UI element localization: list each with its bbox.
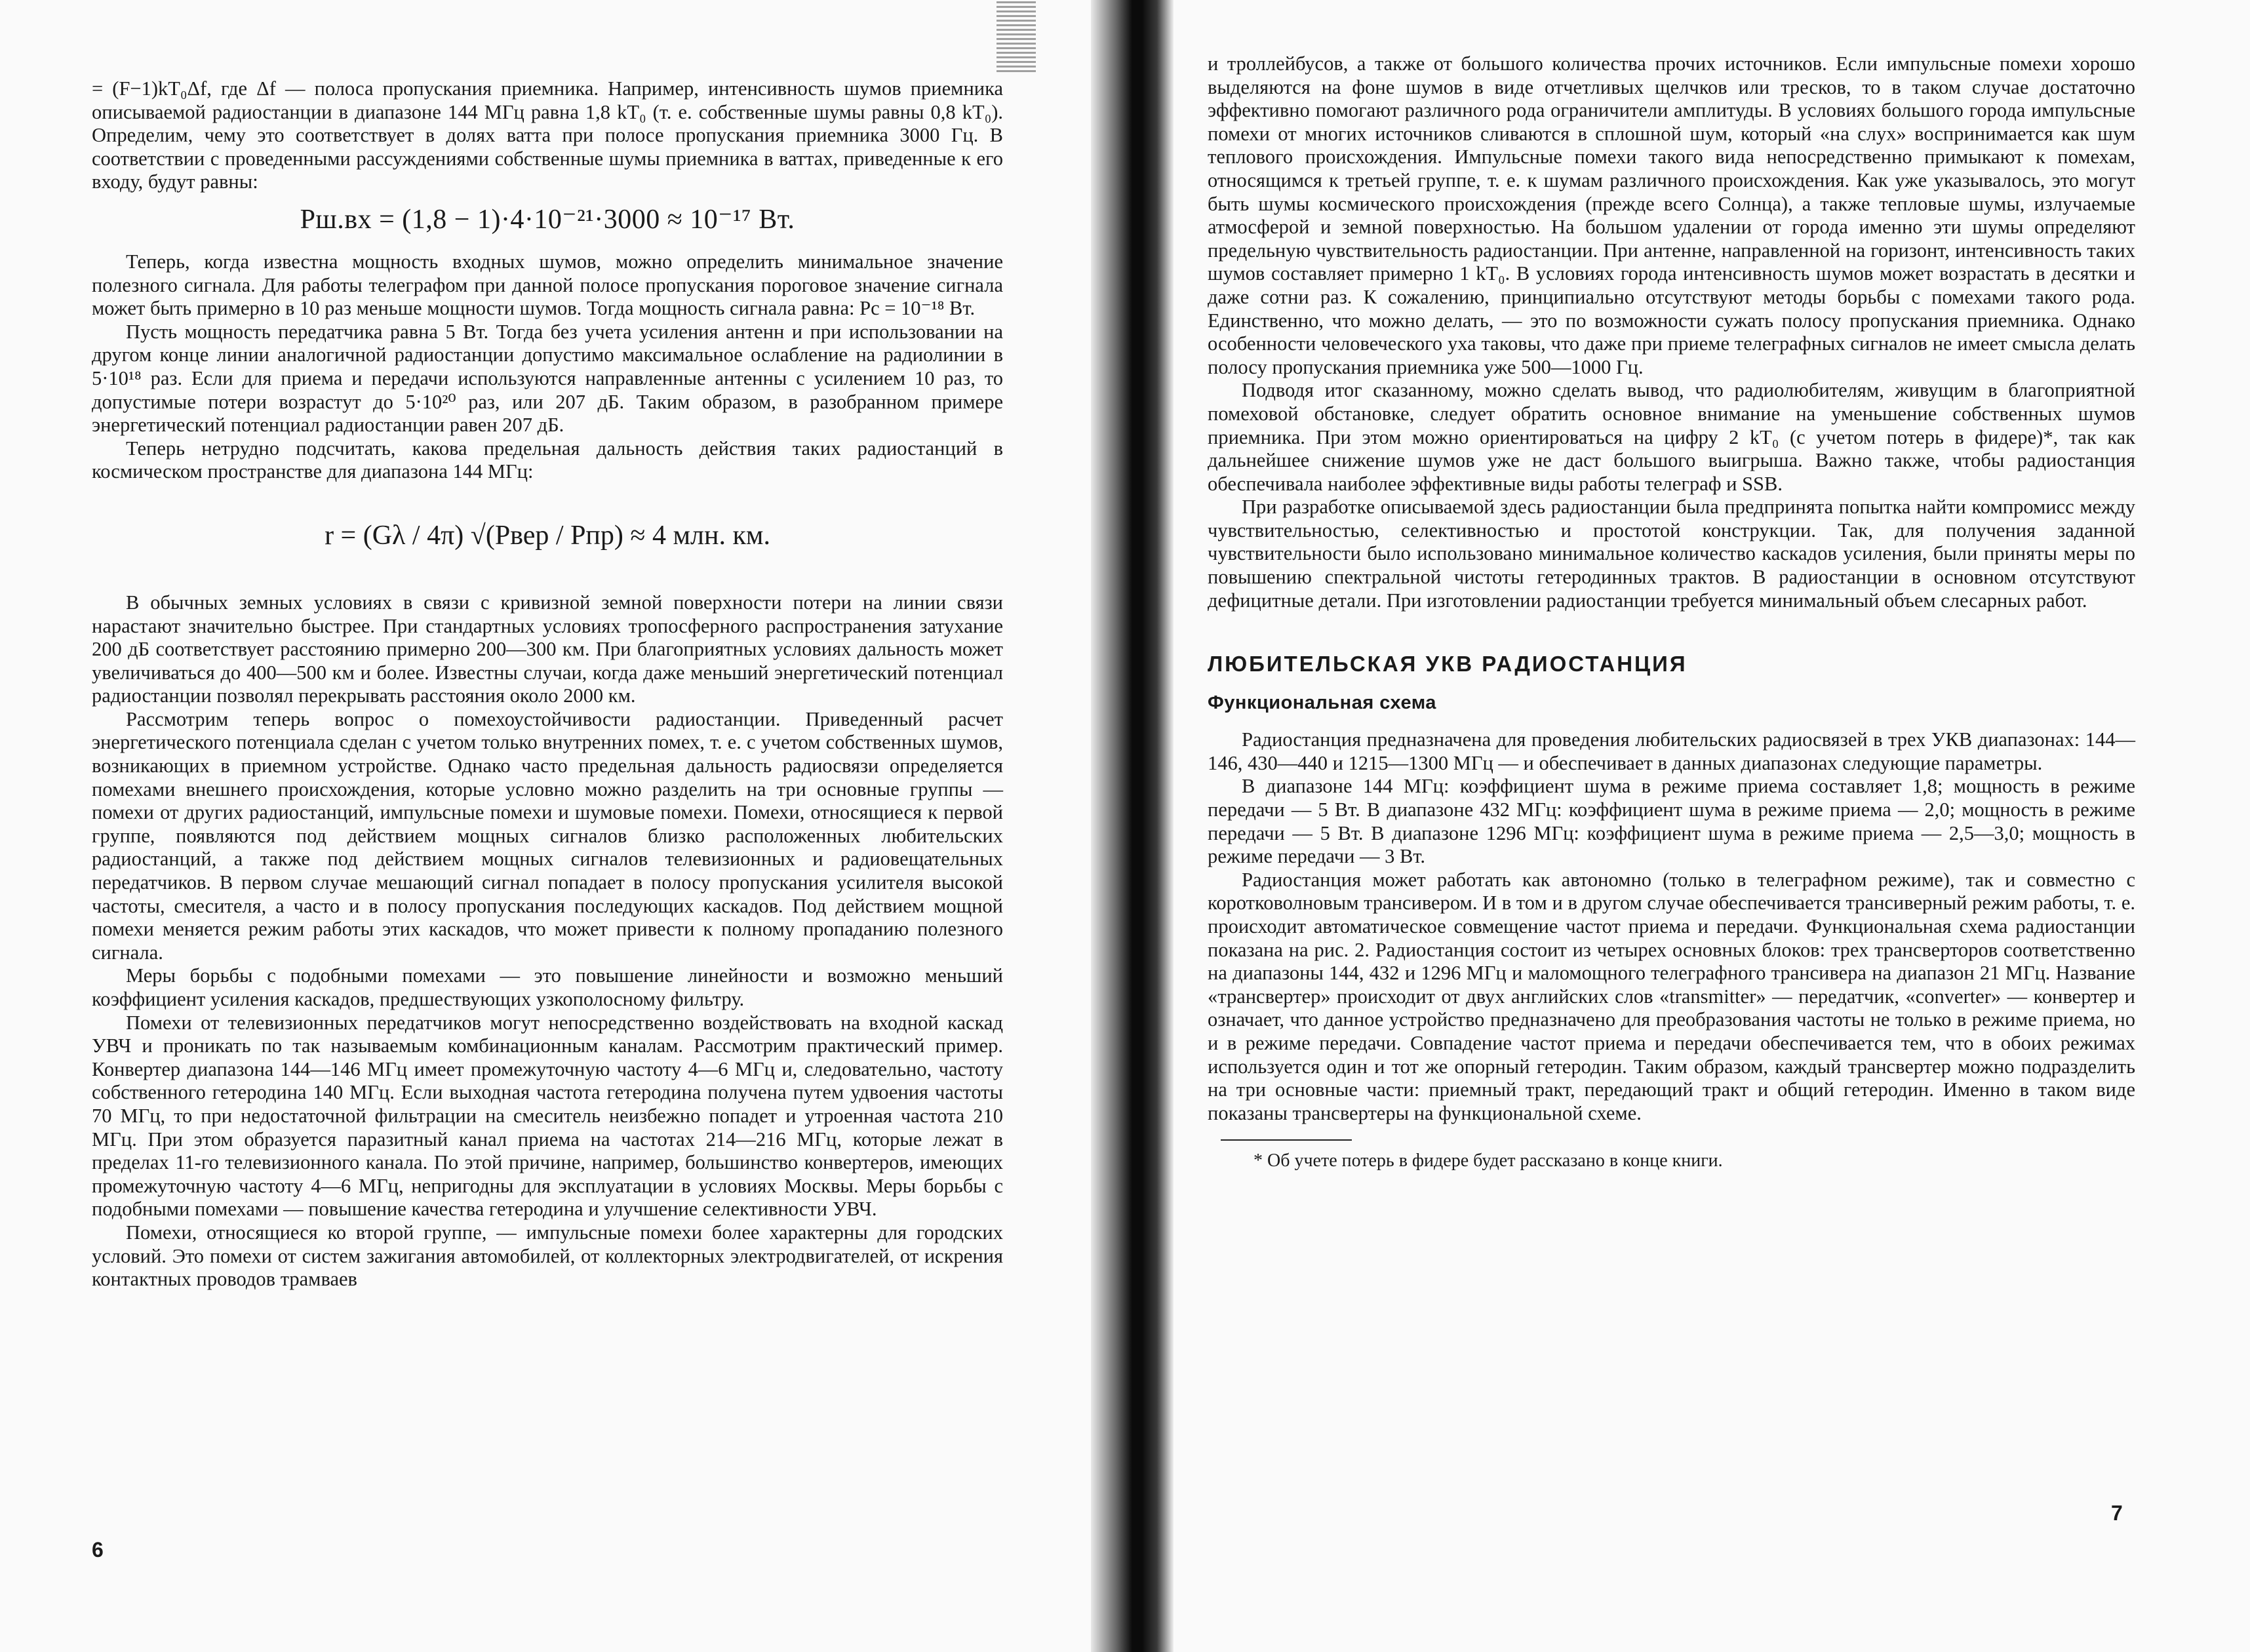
page-number: 6 <box>92 1538 104 1562</box>
book-spine-shadow <box>1091 0 1174 1652</box>
paragraph: Теперь, когда известна мощность входных шумов, можно определить минимальное значение полезного сигнала. Для работы телеграфом при данной полосе пропускания пороговое значение сигнала может быть примерно в 10 раз меньше мощности шумов. Тогда мощность сигнала равна: Pс = 10⁻¹⁸ Вт. <box>92 250 1003 320</box>
paragraph: Радиостанция может работать как автономно (только в телеграфном режиме), так и совместно с коротковолновым трансивером. И в том и в другом случае обеспечивается трансиверный режим работы, т. е. происходит автоматическое совмещение частот приема и передачи. Функциональная схема радиостанции показана на рис. 2. Радиостанция состоит из четырех основных блоков: трех трансверторов соответственно на диапазоны 144, 432 и 1296 МГц и маломощного телеграфного трансивера на диапазон 21 МГц. Название «трансвертер» происходит от двух английских слов «transmitter» — передатчик, «converter» — конвертер и означает, что данное устройство предназначено для преобразования частоты не только в режиме приема, но и в режиме передачи. Совпадение частот приема и передачи обеспечивается тем, что в обоих режимах используется один и тот же опорный гетеродин. Таким образом, каждый трансвертер можно подразделить на три основные части: приемный тракт, передающий тракт и общий гетеродин. Именно в таком виде показаны трансвертеры на функциональной схеме. <box>1208 868 2135 1124</box>
paragraph: При разработке описываемой здесь радиостанции была предпринята попытка найти компромисс между чувствительностью, селективностью и простотой конструкции. Так, для получения заданной чувствительности было использовано минимальное количество каскадов усиления, были приняты меры по повышению спектральной чистоты гетеродинных трактов. В радиостанции в основном отсутствуют дефицитные детали. При изготовлении радиостанции требуется минимальный объем слесарных работ. <box>1208 496 2135 612</box>
right-text-column <box>1208 52 2135 1172</box>
paragraph: Помехи от телевизионных передатчиков могут непосредственно воздействовать на входной каскад УВЧ и проникать по так называемым комбинационным каналам. Рассмотрим практический пример. Конвертер диапазона 144—146 МГц имеет промежуточную частоту 4—6 МГц и, следовательно, частоту собственного гетеродина 140 МГц. Если выходная частота гетеродина получена путем удвоения частоты 70 МГц, то при недостаточной фильтрации на смеситель неизбежно попадет и утроенная частота 210 МГц. При этом образуется паразитный канал приема на частотах 214—216 МГц, которые лежат в пределах 11-го телевизионного канала. По этой причине, например, большинство конвертеров, имеющих промежуточную частоту 4—6 МГц, непригодны для эксплуатации в условиях Москвы. Меры борьбы с подобными помехами — повышение качества гетеродина и улучшение селективности УВЧ. <box>92 1011 1003 1221</box>
paragraph: Подводя итог сказанному, можно сделать вывод, что радиолюбителям, живущим в благоприятной помеховой обстановке, следует обратить основное внимание на уменьшение собственных шумов приемника. При этом можно ориентироваться на цифру 2 kT₀ (с учетом потерь в фидере)*, так как дальнейшее снижение шумов уже не даст большого выигрыша. Важно также, чтобы радиостанция обеспечивала наиболее эффективные виды работы телеграф и SSB. <box>1208 379 2135 495</box>
paragraph: Меры борьбы с подобными помехами — это повышение линейности и возможно меньший коэффициент усиления каскадов, предшествующих узкополосному фильтру. <box>92 964 1003 1010</box>
paragraph: Радиостанция предназначена для проведения любительских радиосвязей в трех УКВ диапазонах: 144—146, 430—440 и 1215—1300 МГц — и обеспечивает в данных диапазонах следующие параметры. <box>1208 728 2135 774</box>
paragraph: Рассмотрим теперь вопрос о помехоустойчивости радиостанции. Приведенный расчет энергетического потенциала сделан с учетом только внутренних помех, т. е. с учетом собственных шумов, возникающих в приемном устройстве. Однако часто предельная дальность радиосвязи определяется помехами внешнего происхождения, которые условно можно разделить на три основные группы — помехи от других радиостанций, импульсные помехи и шумовые помехи. Помехи, относящиеся к первой группе, появляются под действием мощных сигналов близко расположенных любительских радиостанций, а также под действием мощных сигналов телевизионных и радиовещательных передатчиков. В первом случае мешающий сигнал попадает в полосу пропускания усилителя высокой частоты, смесителя, а часто и в полосу пропускания последующих каскадов. Под действием мощной помехи меняется режим работы этих каскадов, что может привести к полному пропаданию полезного сигнала. <box>92 707 1003 964</box>
left-text-column <box>92 77 1003 1291</box>
range-formula: r = (Gλ / 4π) √(Pвер / Pпр) ≈ 4 млн. км. <box>325 520 770 551</box>
right-page <box>1174 0 2250 1652</box>
paragraph: = (F−1)kT₀Δf, где Δf — полоса пропускания приемника. Например, интенсивность шумов приемника описываемой радиостанции в диапазоне 144 МГц равна 1,8 kT₀ (т. е. собственные шумы равны 0,8 kT₀). Определим, чему это соответствует в долях ватта при полосе пропускания приемника 3000 Гц. В соответствии с проведенными рассуждениями собственные шумы приемника в ваттах, приведенные к его входу, будут равны: <box>92 77 1003 193</box>
paragraph: Помехи, относящиеся ко второй группе, — импульсные помехи более характерны для городских условий. Это помехи от систем зажигания автомобилей, от коллекторных электродвигателей, от искрения контактных проводов трамваев <box>92 1221 1003 1291</box>
ink-smudge <box>997 0 1036 72</box>
paragraph: В обычных земных условиях в связи с кривизной земной поверхности потери на линии связи нарастают значительно быстрее. При стандартных условиях тропосферного распространения затухание 200 дБ соответствует расстоянию примерно 200—300 км. При благоприятных условиях дальность может увеличиваться до 400—500 км и более. Известны случаи, когда даже меньший энергетический потенциал радиостанции позволял перекрывать расстояния около 2000 км. <box>92 591 1003 707</box>
noise-power-formula: Pш.вх = (1,8 − 1)·4·10⁻²¹·3000 ≈ 10⁻¹⁷ Вт. <box>300 204 795 235</box>
paragraph: В диапазоне 144 МГц: коэффициент шума в режиме приема составляет 1,8; мощность в режиме передачи — 5 Вт. В диапазоне 432 МГц: коэффициент шума в режиме приема — 2,0; мощность в режиме передачи — 5 Вт. В диапазоне 1296 МГц: коэффициент шума в режиме приема — 2,5—3,0; мощность в режиме передачи — 3 Вт. <box>1208 775 2135 868</box>
section-title: ЛЮБИТЕЛЬСКАЯ УКВ РАДИОСТАНЦИЯ <box>1208 652 1688 677</box>
paragraph: Пусть мощность передатчика равна 5 Вт. Тогда без учета усиления антенн и при использовании на другом конце линии аналогичной радиостанции допустимо максимальное ослабление на радиолинии в 5·10¹⁸ раз. Если для приема и передачи используются направленные антенны с усилением 10 раз, то допустимые потери возрастут до 5·10²⁰ раз, или 207 дБ. Таким образом, в разобранном примере энергетический потенциал радиостанции равен 207 дБ. <box>92 320 1003 437</box>
subsection-title: Функциональная схема <box>1208 692 1436 714</box>
footnote: * Об учете потерь в фидере будет рассказано в конце книги. <box>1253 1150 1723 1171</box>
paragraph: Теперь нетрудно подсчитать, какова предельная дальность действия таких радиостанций в космическом пространстве для диапазона 144 МГц: <box>92 437 1003 483</box>
footnote-rule <box>1221 1139 1352 1141</box>
paragraph: и троллейбусов, а также от большого количества прочих источников. Если импульсные помехи хорошо выделяются на фоне шумов в виде отчетливых щелчков или тресков, то в таком случае достаточно эффективно помогают различного рода ограничители амплитуды. В условиях большого города импульсные помехи от многих источников сливаются в сплошной шум, который «на слух» воспринимается как шум теплового происхождения. Импульсные помехи такого вида непосредственно примыкают к помехам, относящимся к третьей группе, т. е. к шумам различного происхождения. Как уже указывалось, это могут быть шумы космического происхождения (прежде всего Солнца), а также тепловые шумы, излучаемые атмосферой и земной поверхностью. На большом удалении от города именно эти шумы определяют предельную чувствительность радиостанции. При антенне, направленной на горизонт, интенсивность таких шумов составляет примерно 1 kT₀. В условиях города интенсивность шумов может возрастать в десятки и даже сотни раз. К сожалению, принципиально отсутствуют методы борьбы с помехами такого рода. Единственно, что можно делать, — это по возможности сужать полосу пропускания приемника. Однако особенности человеческого уха таковы, что даже при приеме телеграфных сигналов не имеет смысла делать полосу пропускания приемника уже 500—1000 Гц. <box>1208 52 2135 378</box>
page-number: 7 <box>2111 1501 2123 1525</box>
left-page <box>0 0 1091 1652</box>
